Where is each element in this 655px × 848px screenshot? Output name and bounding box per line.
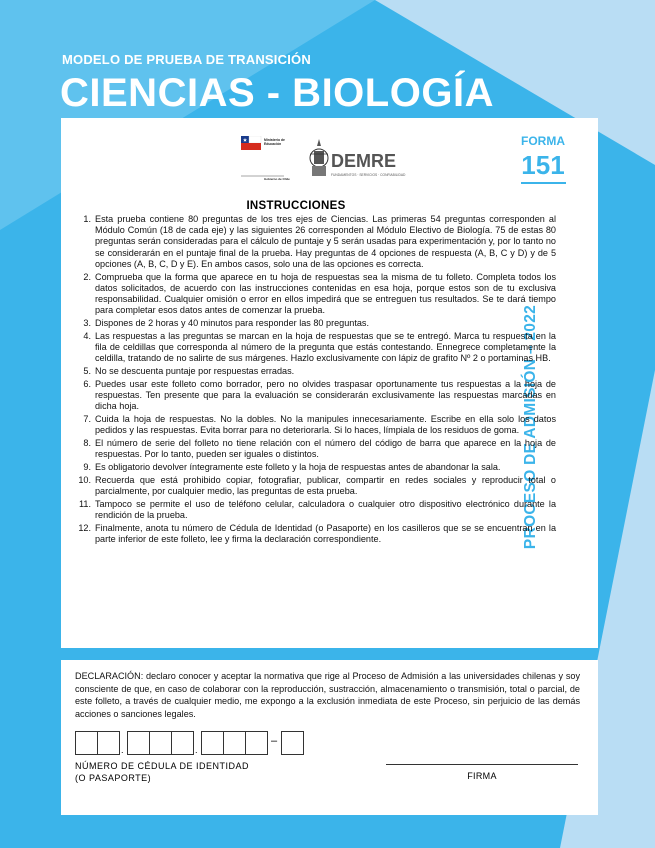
instruction-item	[73, 523, 556, 545]
instruction-number: 1.	[83, 214, 91, 224]
id-label-line-2: (O PASAPORTE)	[75, 772, 152, 783]
demre-wordmark: DEMRE	[331, 151, 397, 171]
instruction-item	[73, 272, 556, 317]
forma-label: FORMA	[521, 134, 565, 148]
declaration-card	[61, 660, 598, 815]
signature-label: FIRMA	[467, 771, 497, 781]
id-digit-box[interactable]	[75, 731, 98, 755]
instruction-text: No se descuenta puntaje por respuestas erradas.	[95, 366, 295, 377]
id-separator-dot: .	[121, 745, 124, 755]
instruction-text: El número de serie del folleto no tiene relación con el número del código de barra que aparece en la hoja de respuestas. Por lo tanto, pueden ser iguales o distintos.	[95, 438, 556, 460]
instruction-item	[73, 318, 556, 329]
id-digit-box[interactable]	[97, 731, 120, 755]
instruction-text: Tampoco se permite el uso de teléfono celular, calculadora o cualquier otro dispositivo electrónico durante la rendición de la prueba.	[95, 498, 556, 521]
signature-line[interactable]	[386, 764, 578, 765]
demre-tagline: FUNDAMENTOS · SERVICIOS · CONFIABILIDAD	[331, 173, 406, 177]
id-digit-box[interactable]	[171, 731, 194, 755]
id-check-digit-box[interactable]	[281, 731, 304, 755]
id-digit-box[interactable]	[149, 731, 172, 755]
ministry-line-1: Ministerio de	[264, 138, 285, 142]
id-digit-box[interactable]	[201, 731, 224, 755]
instruction-number: 7.	[83, 414, 91, 425]
ministry-line-2: Educación	[264, 142, 282, 146]
forma-number: 151	[521, 150, 565, 180]
instruction-item	[73, 214, 556, 270]
instruction-number: 4.	[83, 330, 91, 341]
id-label-line-1: NÚMERO DE CÉDULA DE IDENTIDAD	[75, 761, 250, 771]
instruction-item	[73, 414, 556, 436]
admission-process-label: PROCESO DE ADMISIÓN – 2022	[522, 304, 539, 550]
ministry-logo	[239, 136, 294, 182]
instruction-text: Comprueba que la forma que aparece en tu hoja de respuestas sea la misma de tu folleto. Completa todos los datos solicitados, de acuerdo con las instrucciones contenidas en esa hoja, porque estos son de tu exclusiva responsabilidad. Cualquier omisión o error en ellos impedirá que se entreguen tus resultados. Se te dará tiempo para completar esos datos antes de comenzar la prueba.	[95, 271, 556, 316]
instruction-item	[73, 438, 556, 460]
instruction-text: Recuerda que está prohibido copiar, fotografiar, publicar, compartir en redes sociales y reproducir total o parcialmente, por cualquier medio, las preguntas de esta prueba.	[95, 474, 556, 497]
id-number-label	[75, 761, 249, 784]
instruction-number: 5.	[83, 366, 91, 377]
instruction-text: Puedes usar este folleto como borrador, pero no olvides traspasar oportunamente tus respuestas a la hoja de respuestas. Ten presente que para la evaluación se considerarán exclusivamente las respuestas marcadas en dicha hoja.	[95, 378, 556, 412]
instructions-list	[73, 214, 556, 547]
instruction-text: Dispones de 2 horas y 40 minutos para responder las 80 preguntas.	[95, 318, 369, 329]
instruction-number: 11.	[79, 498, 91, 509]
instruction-number: 9.	[83, 462, 91, 473]
ministry-caption: Gobierno de Chile	[264, 177, 290, 181]
id-separator-dot: .	[195, 745, 198, 755]
instruction-item	[73, 331, 556, 365]
instruction-number: 6.	[83, 378, 91, 389]
exam-title: CIENCIAS - BIOLOGÍA	[60, 71, 494, 115]
exam-supertitle: MODELO DE PRUEBA DE TRANSICIÓN	[62, 52, 311, 67]
id-digit-box[interactable]	[245, 731, 268, 755]
instruction-item	[73, 379, 556, 413]
instruction-item	[73, 462, 556, 473]
instruction-text: Esta prueba contiene 80 preguntas de los tres ejes de Ciencias. Las primeras 54 preguntas corresponden al Módulo Común (18 de cada eje) y las siguientes 26 corresponden al Módulo Electivo de Biología. 75 de estas 80 preguntas serán consideradas para el cálculo de puntaje y 5 serán usadas para experimentación y, por lo tanto no se considerarán en el puntaje final de la prueba. Hay preguntas de 4 opciones de respuesta (A, B, C y D) y de 5 opciones (A, B, C, D y E). En ambos casos, solo una de las opciones es correcta.	[95, 214, 556, 269]
instruction-number: 3.	[83, 318, 91, 329]
demre-logo	[307, 136, 419, 184]
instruction-item	[73, 366, 556, 377]
instruction-text: Cuida la hoja de respuestas. No la dobles. No la manipules innecesariamente. Escribe en ella solo los datos pedidos y las respuestas. Evita borrar para no deteriorarla. Si lo haces, límpiala de los residuos de goma.	[95, 414, 556, 436]
instruction-number: 10.	[78, 474, 91, 485]
instruction-text: Finalmente, anota tu número de Cédula de Identidad (o Pasaporte) en los casilleros que se se encuentran en la parte inferior de este folleto, lee y firma la declaración correspondiente.	[95, 522, 556, 545]
forma-underline	[521, 182, 566, 184]
instruction-text: Las respuestas a las preguntas se marcan en la hoja de respuestas que se te entregó. Marca tu respuesta en la fila de celdillas que corresponda al número de la pregunta que estás contestando. Ennegrece completamente la celdilla, tratando de no salirte de sus márgenes. Hazlo exclusivamente con lápiz de grafito Nº 2 o portaminas HB.	[95, 330, 556, 364]
instructions-title: INSTRUCCIONES	[246, 200, 346, 212]
university-seal-icon	[310, 139, 328, 176]
id-separator-dash: –	[271, 735, 278, 747]
instruction-item	[73, 475, 556, 497]
instruction-number: 12.	[78, 522, 91, 533]
instruction-number: 8.	[83, 438, 91, 449]
instruction-number: 2.	[83, 271, 91, 282]
instruction-text: Es obligatorio devolver íntegramente este folleto y la hoja de respuestas antes de abandonar la sala.	[95, 462, 501, 473]
declaration-text: DECLARACIÓN: declaro conocer y aceptar la normativa que rige al Proceso de Admisión a las universidades chilenas y soy consciente de que, en caso de colaborar con la reproducción, sustracción, almacenamiento o transmisión, total o parcial, de este folleto, a través de cualquier medio, me expongo a la exclusión inmediata de este Proceso, sin perjuicio de las demás acciones o sanciones legales.	[75, 671, 580, 720]
id-digit-box[interactable]	[127, 731, 150, 755]
instruction-item	[73, 499, 556, 521]
id-digit-box[interactable]	[223, 731, 246, 755]
instructions-card	[61, 118, 598, 648]
